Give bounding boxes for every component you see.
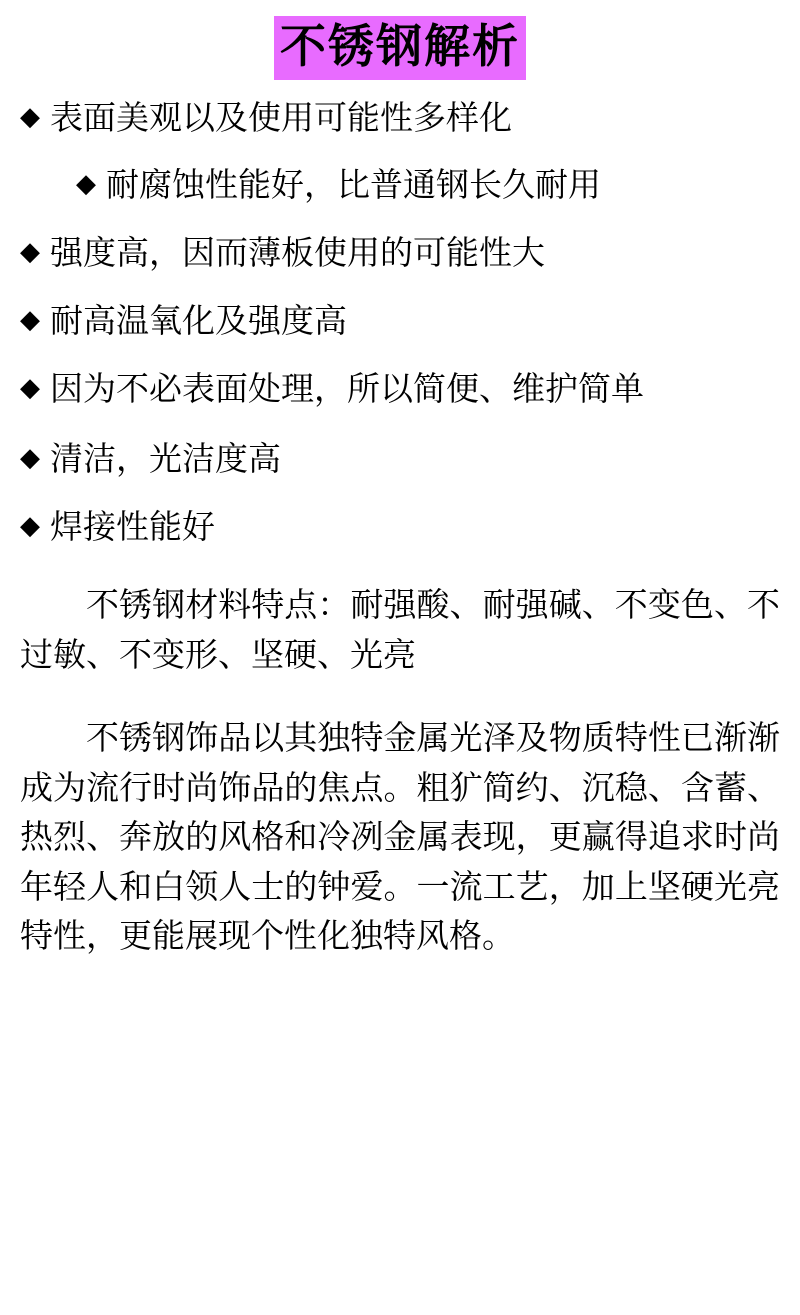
list-item-label: 表面美观以及使用可能性多样化 <box>50 98 512 136</box>
diamond-bullet-icon: ◆ <box>20 236 40 267</box>
feature-bullet-list <box>20 94 780 551</box>
diamond-bullet-icon: ◆ <box>20 371 40 402</box>
list-item <box>20 161 780 209</box>
diamond-bullet-icon: ◆ <box>76 168 96 199</box>
list-item <box>20 94 780 142</box>
list-item <box>20 365 780 413</box>
diamond-bullet-icon: ◆ <box>20 441 40 472</box>
paragraph-material-features: 不锈钢材料特点：耐强酸、耐强碱、不变色、不过敏、不变形、坚硬、光亮 <box>20 586 780 673</box>
diamond-bullet-icon: ◆ <box>20 304 40 335</box>
list-item <box>20 297 780 345</box>
list-item <box>20 229 780 277</box>
list-item-label: 耐腐蚀性能好，比普通钢长久耐用 <box>106 166 601 204</box>
list-item-label: 因为不必表面处理，所以简便、维护简单 <box>50 369 644 407</box>
diamond-bullet-icon: ◆ <box>20 100 40 131</box>
list-item-label: 清洁，光洁度高 <box>50 439 281 477</box>
list-item <box>20 503 780 551</box>
list-item-label: 耐高温氧化及强度高 <box>50 302 347 340</box>
page-title: 不锈钢解析 <box>274 16 526 80</box>
spacer <box>20 695 780 713</box>
list-item-label: 强度高，因而薄板使用的可能性大 <box>50 234 545 272</box>
page-title-row <box>20 16 780 80</box>
spacer <box>20 570 780 580</box>
diamond-bullet-icon: ◆ <box>20 509 40 540</box>
list-item-label: 焊接性能好 <box>50 507 215 545</box>
list-item <box>20 435 780 483</box>
paragraph-jewelry-description: 不锈钢饰品以其独特金属光泽及物质特性已渐渐成为流行时尚饰品的焦点。粗犷简约、沉稳、含蓄、热烈、奔放的风格和冷冽金属表现，更赢得追求时尚年轻人和白领人士的钟爱。一流工艺，加上坚硬光亮特性，更能展现个性化独特风格。 <box>20 719 780 955</box>
